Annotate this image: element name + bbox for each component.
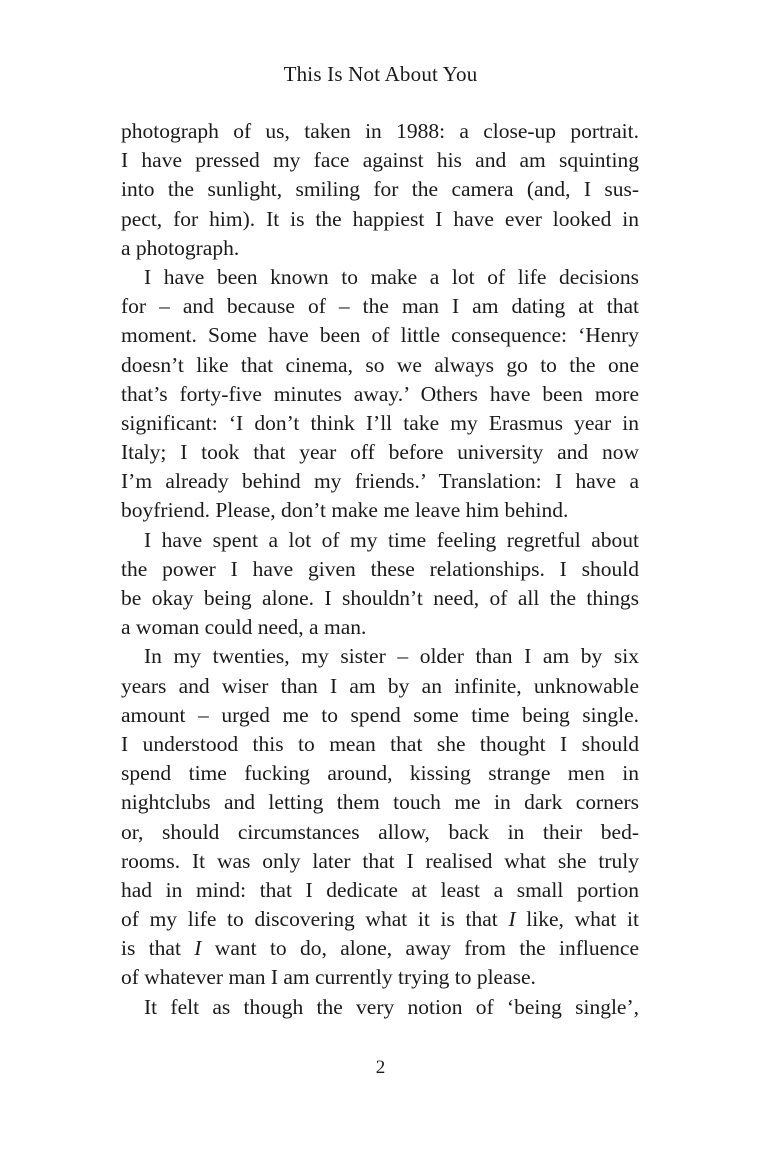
text-line: photograph of us, taken in 1988: a close-up portrait. — [121, 119, 639, 143]
text-line: significant: ‘I don’t think I’ll take my Erasmus year in — [121, 410, 639, 435]
body-text — [121, 117, 639, 1022]
text-line: into the sunlight, smiling for the camera (and, I sus- — [121, 177, 639, 202]
text-line: a photograph. — [121, 235, 240, 260]
text-run: of my life to discovering what it is that — [121, 907, 509, 932]
text-line: rooms. It was only later that I realised what she truly — [121, 848, 639, 873]
text-line: or, should circumstances allow, back in their bed- — [121, 819, 639, 844]
paragraph-first-line: It felt as though the very notion of ‘being single’, — [144, 994, 639, 1019]
paragraph-first-line: I have been known to make a lot of life decisions — [144, 264, 639, 289]
text-line: nightclubs and letting them touch me in dark corners — [121, 790, 639, 815]
text-line — [121, 905, 639, 934]
text-line: I have pressed my face against his and am squinting — [121, 148, 639, 173]
running-head: This Is Not About You — [283, 62, 478, 86]
text-line — [121, 934, 639, 963]
text-line: had in mind: that I dedicate at least a small portion — [121, 877, 639, 902]
text-line: pect, for him). It is the happiest I have ever looked in — [121, 206, 639, 231]
text-line: I’m already behind my friends.’ Translation: I have a — [121, 469, 639, 494]
emphasis: I — [194, 936, 202, 961]
text-run: want to do, alone, away from the influence — [201, 936, 639, 961]
text-run: is that — [121, 936, 195, 961]
text-line: the power I have given these relationships. I should — [121, 556, 639, 581]
paragraph-first-line: I have spent a lot of my time feeling regretful about — [144, 527, 639, 552]
text-line: boyfriend. Please, don’t make me leave him behind. — [121, 498, 569, 523]
text-line: doesn’t like that cinema, so we always go to the one — [121, 352, 639, 377]
text-line: of whatever man I am currently trying to please. — [121, 965, 536, 990]
text-line: for – and because of – the man I am dating at that — [121, 294, 639, 319]
text-line: a woman could need, a man. — [121, 615, 367, 640]
text-line: that’s forty-five minutes away.’ Others have been more — [121, 381, 639, 406]
text-line: spend time fucking around, kissing strange men in — [121, 761, 639, 786]
text-line: moment. Some have been of little consequence: ‘Henry — [121, 323, 639, 348]
page-number: 2 — [375, 1057, 386, 1078]
text-line: years and wiser than I am by an infinite, unknowable — [121, 673, 639, 698]
text-run: like, what it — [515, 907, 639, 932]
paragraph-first-line: In my twenties, my sister – older than I am by six — [144, 644, 639, 669]
emphasis: I — [508, 907, 516, 932]
text-line: I understood this to mean that she thought I should — [121, 731, 639, 756]
text-line: Italy; I took that year off before university and now — [121, 440, 639, 465]
text-line: amount – urged me to spend some time being single. — [121, 702, 639, 727]
text-line: be okay being alone. I shouldn’t need, of all the things — [121, 586, 639, 610]
